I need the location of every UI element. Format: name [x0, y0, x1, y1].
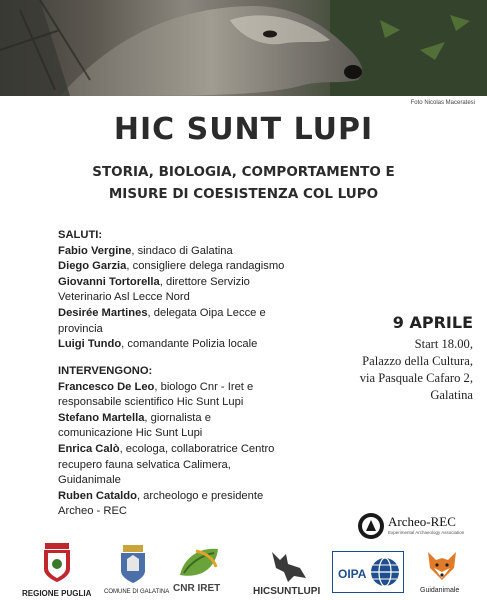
event-time: Start 18.00,: [414, 337, 473, 351]
speaker-name: Ruben Cataldo: [58, 489, 137, 502]
speaker-role: provincia: [58, 322, 103, 335]
intervengono-heading: INTERVENGONO:: [58, 365, 153, 377]
archeo-rec-name: Archeo-REC: [388, 514, 456, 529]
regione-puglia-logo: [20, 543, 90, 598]
speaker-name: Enrica Calò: [58, 442, 120, 455]
speaker-role: Guidanimale: [58, 474, 121, 487]
speaker-name: Diego Garzia: [58, 260, 127, 273]
event-info: [313, 313, 473, 404]
speaker-name: Stefano Martella: [58, 411, 145, 424]
speaker-role: , delegata Oipa Lecce e: [147, 306, 266, 319]
cnr-iret-caption: CNR IRET: [173, 583, 221, 594]
event-venue: Palazzo della Cultura,: [362, 354, 473, 368]
speaker-role: , consigliere delega randagismo: [126, 260, 285, 273]
speaker-name: Francesco De Leo: [58, 380, 155, 393]
page-title: HIC SUNT LUPI: [113, 112, 374, 147]
speaker-name: Giovanni Tortorella: [58, 275, 160, 288]
intervengono-line: [58, 489, 358, 505]
speaker-role: , archeologo e presidente: [136, 489, 264, 502]
guidanimale-logo: [416, 548, 468, 598]
intervengono-line: [58, 458, 358, 474]
archeo-rec-tagline: Experimental Archaeology Association: [388, 530, 465, 535]
archeo-emblem-icon: [357, 512, 385, 540]
speaker-role: , giornalista e: [144, 411, 211, 424]
comune-galatina-crest-icon: [118, 545, 148, 585]
intervengono-line: [58, 411, 358, 427]
event-date: 9 APRILE: [392, 313, 473, 332]
comune-galatina-caption: COMUNE DI GALATINA: [104, 589, 170, 595]
regione-puglia-caption: REGIONE PUGLIA: [22, 589, 92, 598]
speaker-role: , sindaco di Galatina: [131, 244, 233, 257]
speaker-role: Archeo - REC: [58, 505, 128, 518]
subtitle-line-2: MISURE DI COESISTENZA COL LUPO: [108, 186, 379, 202]
subtitle-line-1: STORIA, BIOLOGIA, COMPORTAMENTO E: [92, 164, 395, 180]
archeo-rec-logo: [357, 512, 477, 538]
speaker-name: Desirée Martines: [58, 306, 148, 319]
oipa-caption: OIPA: [338, 567, 367, 581]
event-address: via Pasquale Cafaro 2,: [359, 371, 473, 385]
speaker-role: , comandante Polizia locale: [121, 338, 258, 351]
speaker-name: Luigi Tundo: [58, 338, 122, 351]
oipa-logo: [332, 551, 404, 593]
speaker-role: comunicazione Hic Sunt Lupi: [58, 427, 203, 440]
photo-credit: Foto Nicolas Maceratesi: [410, 100, 475, 106]
saluti-line: [58, 259, 358, 275]
cnr-iret-leaf-icon: [176, 545, 222, 581]
hero-photo-wolf: [0, 0, 487, 96]
intervengono-line: [58, 442, 358, 458]
speaker-role: recupero fauna selvatica Calimera,: [58, 458, 231, 471]
speaker-role: Veterinario Asl Lecce Nord: [58, 291, 190, 304]
speaker-role: , biologo Cnr - Iret e: [154, 380, 254, 393]
intervengono-line: [58, 426, 358, 442]
saluti-line: [58, 275, 358, 291]
guidanimale-caption: Guidanimale: [420, 587, 460, 594]
cnr-iret-logo: [170, 545, 230, 598]
intervengono-line: [58, 504, 358, 520]
saluti-line: [58, 290, 358, 306]
event-city: Galatina: [430, 388, 473, 402]
intervengono-line: [58, 473, 358, 489]
speaker-role: , ecologa, collaboratrice Centro: [119, 442, 275, 455]
hic-sunt-lupi-caption: HICSUNTLUPI: [253, 586, 321, 597]
speaker-role: , direttore Servizio: [159, 275, 250, 288]
saluti-heading: SALUTI:: [58, 229, 103, 241]
hic-sunt-lupi-logo: [250, 548, 330, 598]
comune-galatina-logo: [100, 545, 170, 598]
speaker-role: responsabile scientifico Hic Sunt Lupi: [58, 396, 244, 409]
wolf-illustration: [0, 0, 487, 96]
saluti-line: [58, 244, 358, 260]
wolf-head-icon: [266, 548, 310, 584]
globe-icon: [369, 556, 401, 588]
regione-puglia-crest-icon: [42, 543, 72, 583]
fox-head-icon: [424, 548, 460, 584]
speaker-name: Fabio Vergine: [58, 244, 132, 257]
